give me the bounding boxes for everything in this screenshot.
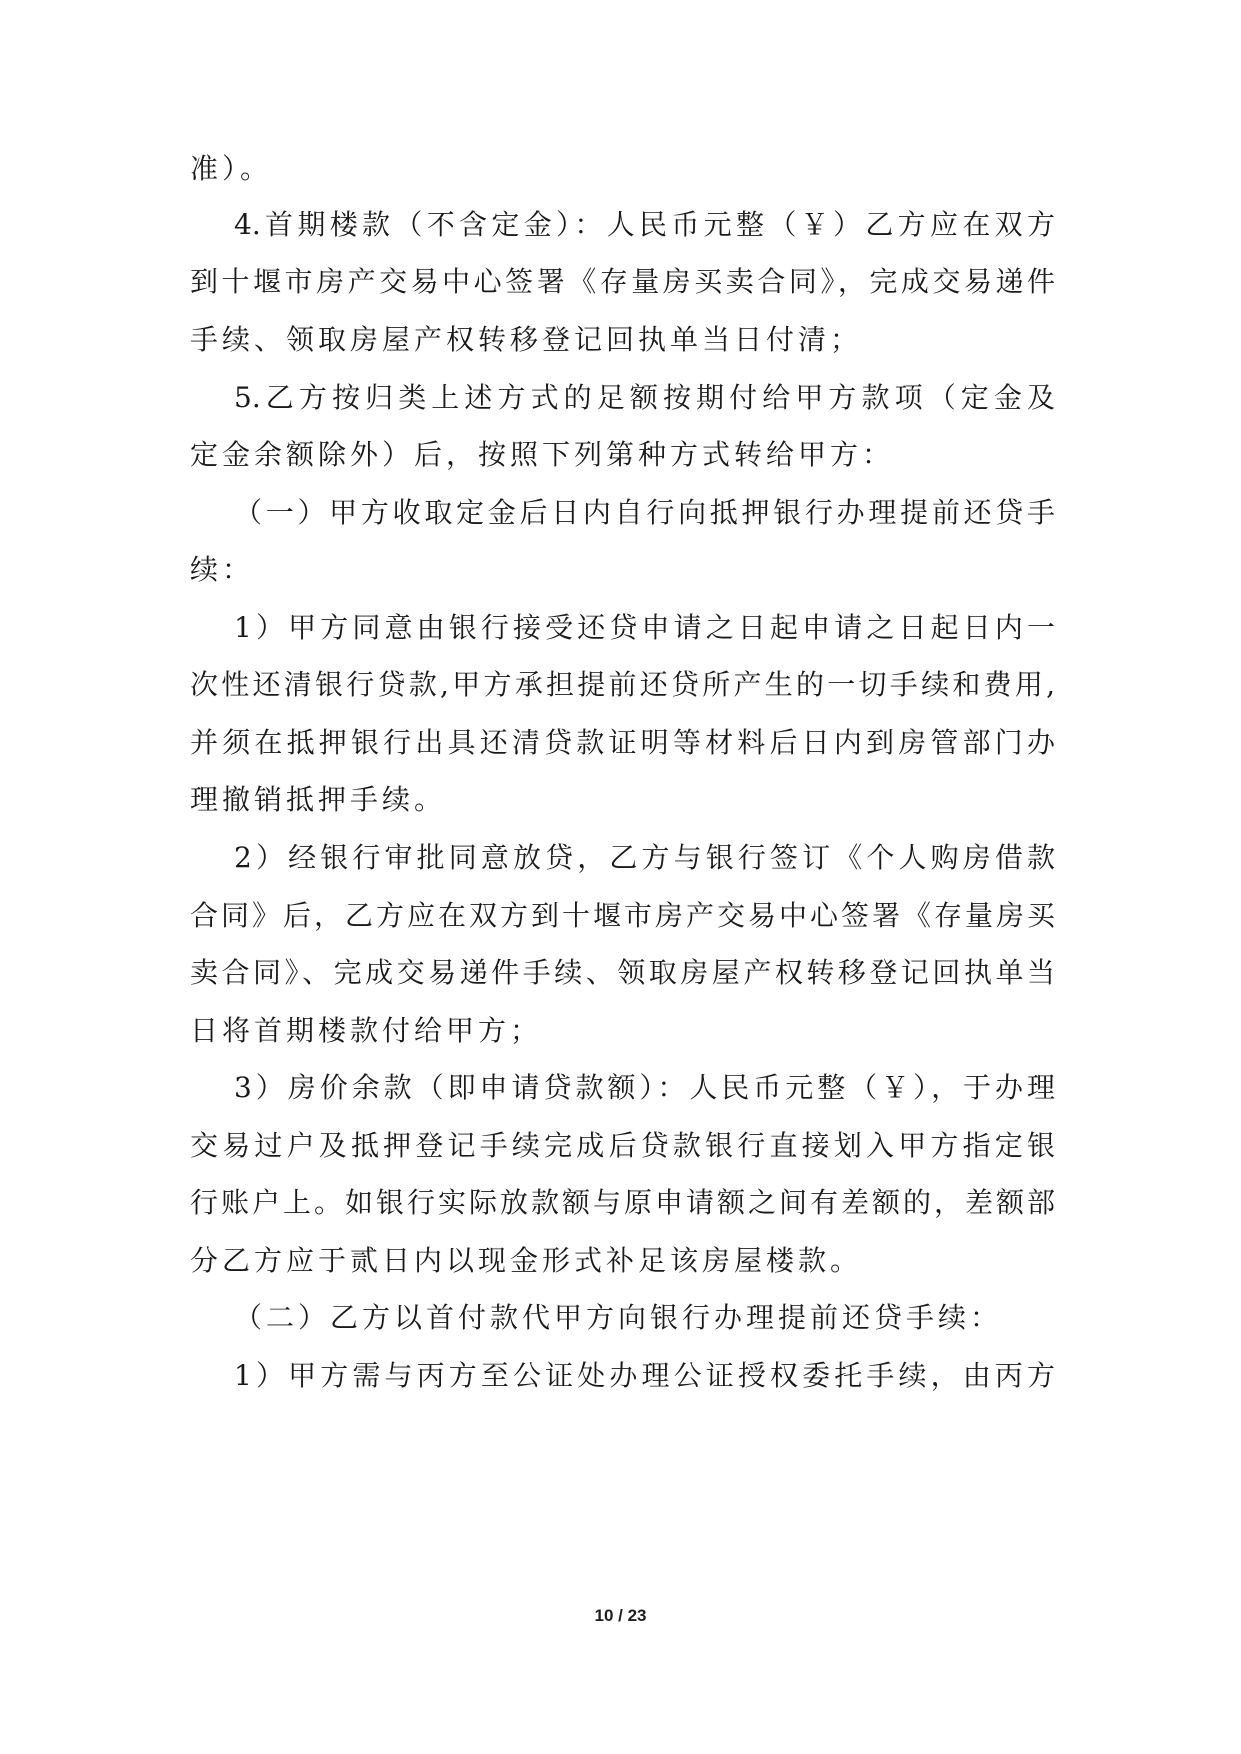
- text-line: 到十堰市房产交易中心签署《存量房买卖合同》，完成交易递件: [190, 265, 1055, 298]
- text-line: 手续、领取房屋产权转移登记回执单当日付清；: [190, 323, 863, 356]
- text-line: 次性还清银行贷款,甲方承担提前还贷所产生的一切手续和费用,: [190, 668, 1055, 701]
- text-line: （一）甲方收取定金后日内自行向抵押银行办理提前还贷手: [234, 496, 1055, 529]
- text-line: 日将首期楼款付给甲方；: [190, 1014, 543, 1047]
- text-line: （二）乙方以首付款代甲方向银行办理提前还贷手续：: [234, 1301, 1003, 1334]
- text-line: 行账户上。如银行实际放款额与原申请额之间有差额的，差额部: [190, 1186, 1055, 1219]
- text-line: 合同》后，乙方应在双方到十堰市房产交易中心签署《存量房买: [190, 899, 1055, 932]
- text-line: 定金余额除外）后，按照下列第种方式转给甲方：: [190, 438, 895, 471]
- text-line: 1）甲方需与丙方至公证处办理公证授权委托手续，由丙方: [234, 1359, 1055, 1392]
- page-number: 10 / 23: [594, 1606, 647, 1625]
- text-line: 5.乙方按归类上述方式的足额按期付给甲方款项（定金及: [234, 381, 1055, 414]
- text-line: 准）。: [190, 152, 273, 185]
- text-line: 续：: [190, 553, 255, 586]
- text-line: 3）房价余款（即申请贷款额）：人民币元整（￥），于办理: [234, 1071, 1055, 1104]
- text-line: 交易过户及抵押登记手续完成后贷款银行直接划入甲方指定银: [190, 1129, 1055, 1162]
- text-line: 4.首期楼款（不含定金）：人民币元整（￥）乙方应在双方: [234, 208, 1055, 241]
- text-line: 1）甲方同意由银行接受还贷申请之日起申请之日起日内一: [234, 611, 1055, 644]
- text-line: 卖合同》、完成交易递件手续、领取房屋产权转移登记回执单当: [190, 956, 1055, 989]
- text-line: 2）经银行审批同意放贷，乙方与银行签订《个人购房借款: [234, 841, 1055, 874]
- text-line: 并须在抵押银行出具还清贷款证明等材料后日内到房管部门办: [190, 726, 1055, 759]
- text-line: 分乙方应于贰日内以现金形式补足该房屋楼款。: [190, 1244, 863, 1277]
- text-line: 理撤销抵押手续。: [190, 783, 447, 816]
